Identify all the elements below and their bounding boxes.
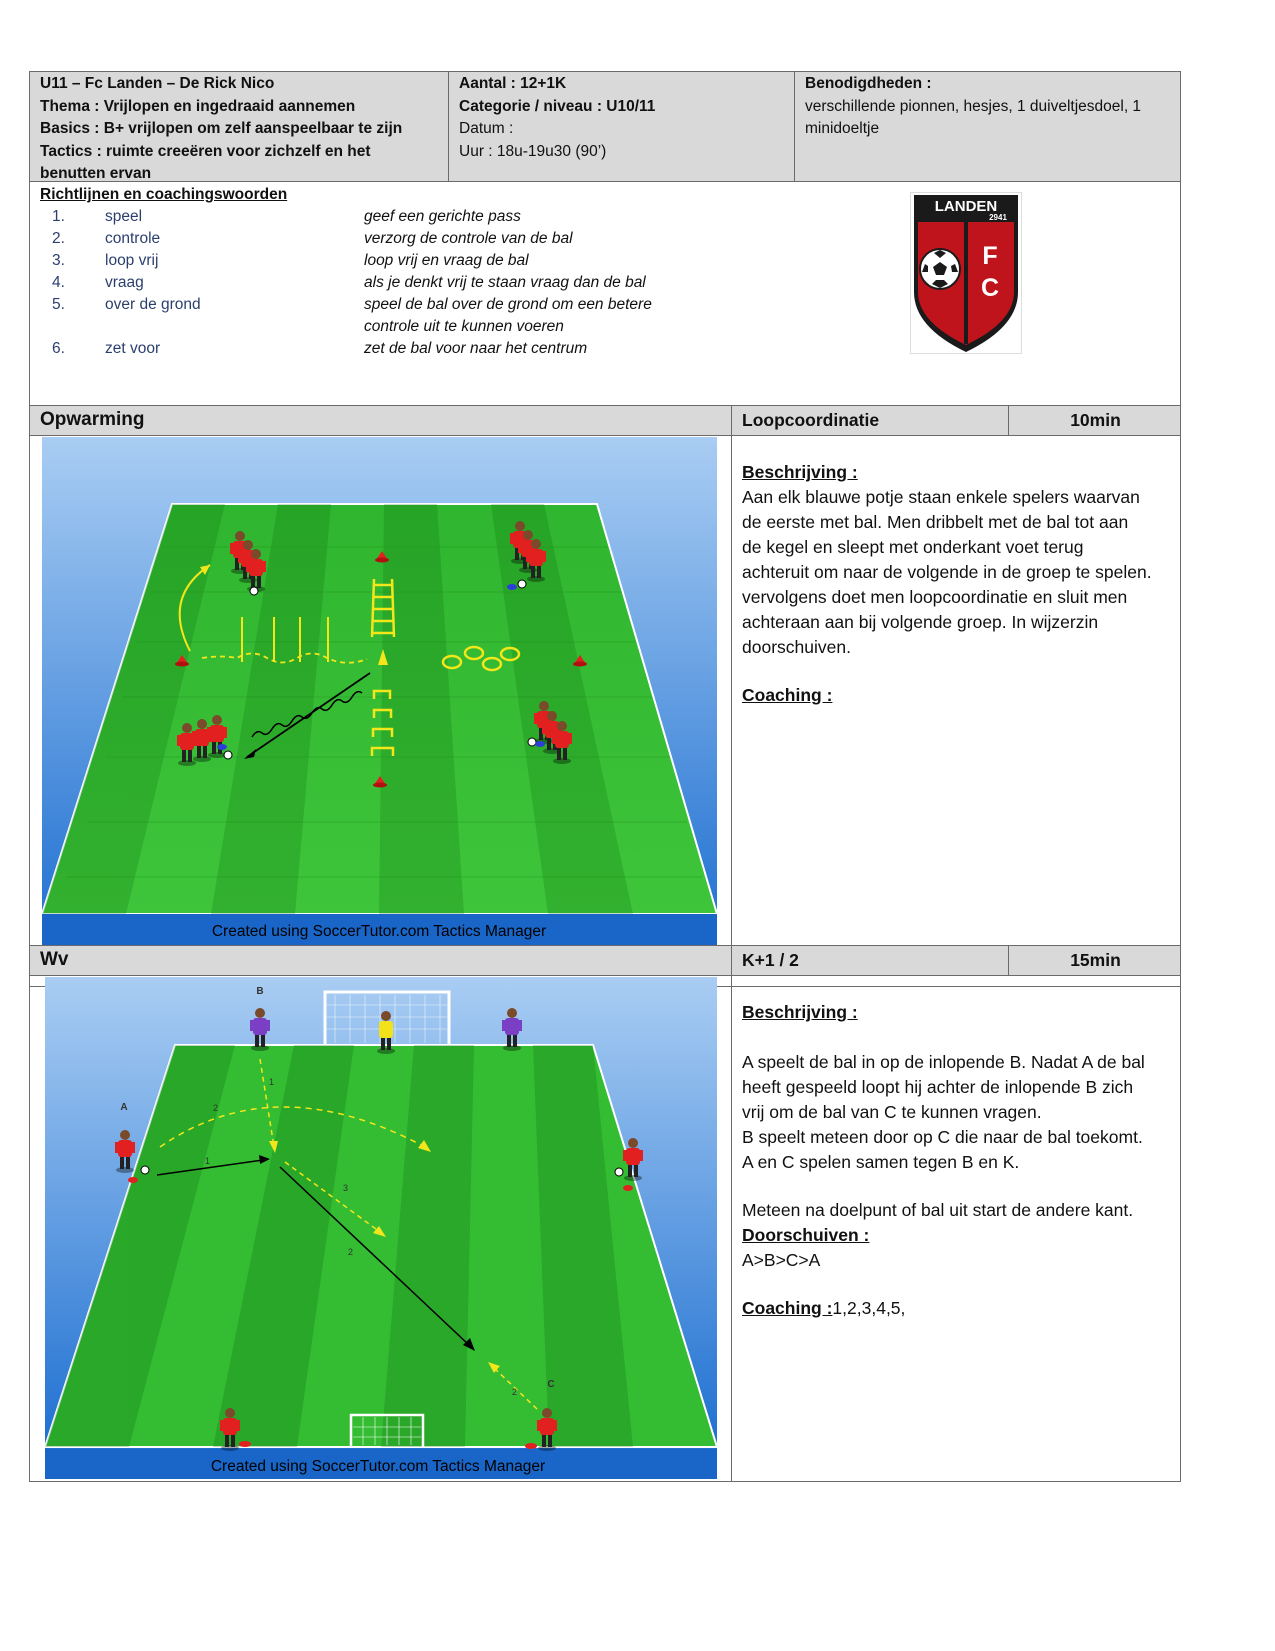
section2-desc-extra: Meteen na doelpunt of bal uit start de andere kant. <box>742 1200 1134 1220</box>
marker-icon <box>217 744 227 750</box>
session-tactics: Tactics : ruimte creeëren voor zichzelf en het <box>40 142 371 160</box>
logo-name: LANDEN <box>934 198 998 215</box>
section1-desc-line: doorschuiven. <box>742 637 851 657</box>
step-2-c-label: 2 <box>512 1387 518 1397</box>
section2-duration-cell <box>1008 945 1181 976</box>
section2-rotate-value: A>B>C>A <box>742 1250 821 1270</box>
step-1-label: 1 <box>205 1156 211 1166</box>
section1-coaching-title: Coaching : <box>742 685 833 705</box>
marker-icon <box>525 1443 537 1449</box>
guideline-row <box>30 228 730 250</box>
guideline-row <box>30 338 730 360</box>
guideline-row <box>30 206 730 228</box>
header-cell-session <box>29 71 449 182</box>
ball-icon <box>250 587 258 595</box>
section2-desc-line: vrij om de bal van C te kunnen vragen. <box>742 1102 1042 1122</box>
section1-subtitle: Loopcoordinatie <box>742 410 880 430</box>
guideline-word: over de grond <box>105 296 201 313</box>
guideline-row <box>30 272 730 294</box>
marker-icon <box>128 1177 138 1183</box>
section1-subtitle-cell <box>731 405 1009 436</box>
section2-subtitle: K+1 / 2 <box>742 950 799 970</box>
session-title: U11 – Fc Landen – De Rick Nico <box>40 75 275 92</box>
section2-rotate-title: Doorschuiven : <box>742 1225 870 1245</box>
guideline-num: 5. <box>52 296 65 313</box>
label-b: B <box>256 986 264 997</box>
section1-title-cell <box>29 405 732 436</box>
section2-title: Wv <box>40 949 69 970</box>
guideline-word: zet voor <box>105 340 161 357</box>
section2-subtitle-cell <box>731 945 1009 976</box>
marker-icon <box>535 741 545 747</box>
section1-duration-cell <box>1008 405 1181 436</box>
game-diagram <box>45 977 717 1479</box>
section1-desc-line: achteraan aan bij volgende groep. In wijzerzin <box>742 612 1099 632</box>
section1-desc-line: de kegel en sleept met onderkant voet terug <box>742 537 1084 557</box>
section2-duration: 15min <box>1070 950 1121 970</box>
guideline-row <box>30 294 730 316</box>
section2-desc-line: A speelt de bal in op de inlopende B. Nadat A de bal <box>742 1052 1145 1072</box>
guideline-desc: geef een gerichte pass <box>364 208 521 225</box>
ball-icon <box>224 751 232 759</box>
ball-icon <box>528 738 536 746</box>
session-theme: Thema : Vrijlopen en ingedraaid aannemen <box>40 97 356 115</box>
section1-desc-line: de eerste met bal. Men dribbelt met de bal tot aan <box>742 512 1129 532</box>
step-1-run-label: 1 <box>269 1077 275 1087</box>
guidelines-cell <box>29 181 1181 406</box>
diagram1-credit: Created using SoccerTutor.com Tactics Manager <box>211 923 547 940</box>
logo-year: 2941 <box>989 213 1007 222</box>
materials-title: Benodigdheden : <box>805 75 932 92</box>
guideline-desc: loop vrij en vraag de bal <box>364 252 529 269</box>
ball-icon <box>141 1166 149 1174</box>
category-level: Categorie / niveau : U10/11 <box>459 97 656 115</box>
diagram2-credit: Created using SoccerTutor.com Tactics Manager <box>210 1458 546 1475</box>
label-a: A <box>120 1102 128 1113</box>
section1-desc-line: Aan elk blauwe potje staan enkele spelers waarvan <box>742 487 1140 507</box>
marker-icon <box>239 1441 251 1447</box>
guideline-word: vraag <box>105 274 144 291</box>
club-logo <box>910 192 1022 354</box>
guidelines-title: Richtlijnen en coachingswoorden <box>40 186 288 203</box>
section2-desc-title: Beschrijving : <box>742 1002 858 1022</box>
section1-desc-line: vervolgens doet men loopcoordinatie en sluit men <box>742 587 1128 607</box>
materials-line-1: verschillende pionnen, hesjes, 1 duiveltjesdoel, 1 <box>805 97 1142 115</box>
guideline-row-cont <box>30 316 730 338</box>
ball-icon <box>518 580 526 588</box>
guideline-row <box>30 250 730 272</box>
step-3-label: 3 <box>343 1183 349 1193</box>
section2-coaching-value: 1,2,3,4,5, <box>832 1298 906 1318</box>
section2-desc-line: A en C spelen samen tegen B en K. <box>742 1152 1020 1172</box>
section1-desc-title: Beschrijving : <box>742 462 858 482</box>
guideline-word: controle <box>105 230 161 247</box>
guideline-desc: zet de bal voor naar het centrum <box>364 340 588 357</box>
marker-icon <box>507 584 517 590</box>
warmup-diagram <box>42 437 752 982</box>
label-c: C <box>547 1379 555 1390</box>
player-count: Aantal : 12+1K <box>459 75 567 92</box>
logo-letter-c: C <box>980 274 1000 302</box>
materials-line-2: minidoeltje <box>805 120 880 137</box>
header-cell-count <box>448 71 795 182</box>
guideline-word: loop vrij <box>105 252 159 269</box>
section2-text-cell <box>731 975 1181 1482</box>
guideline-num: 4. <box>52 274 65 291</box>
section1-duration: 10min <box>1070 410 1121 430</box>
section1-desc-line: achteruit om naar de volgende in de groep te spelen. <box>742 562 1152 582</box>
guideline-num: 6. <box>52 340 65 357</box>
step-2-label: 2 <box>348 1247 354 1257</box>
marker-icon <box>623 1185 633 1191</box>
ball-icon <box>615 1168 623 1176</box>
time-field: Uur : 18u-19u30 (90’) <box>459 142 607 160</box>
section2-coaching-title: Coaching : <box>742 1298 833 1318</box>
section1-text-cell <box>731 435 1181 987</box>
step-2-run-label: 2 <box>213 1103 219 1113</box>
guideline-word: speel <box>105 208 143 225</box>
guideline-desc: speel de bal over de grond om een betere <box>364 296 652 313</box>
guideline-desc: verzorg de controle van de bal <box>364 230 573 247</box>
logo-letter-f: F <box>982 242 998 270</box>
session-basics: Basics : B+ vrijlopen om zelf aanspeelbaar te zijn <box>40 120 403 137</box>
session-tactics-cont: benutten ervan <box>40 165 152 182</box>
football-icon <box>920 249 960 289</box>
guideline-desc: als je denkt vrij te staan vraag dan de bal <box>364 274 646 291</box>
section2-title-cell <box>29 945 732 976</box>
date-field: Datum : <box>459 120 514 137</box>
section2-coaching <box>742 1296 1177 1321</box>
guideline-num: 3. <box>52 252 65 269</box>
section1-title: Opwarming <box>40 409 145 430</box>
section2-desc-line: B speelt meteen door op C die naar de bal toekomt. <box>742 1127 1143 1147</box>
header-cell-materials <box>794 71 1181 182</box>
section2-desc-line: heeft gespeeld loopt hij achter de inlopende B zich <box>742 1077 1134 1097</box>
guideline-num: 2. <box>52 230 65 247</box>
guideline-desc: controle uit te kunnen voeren <box>364 318 564 335</box>
guideline-num: 1. <box>52 208 65 225</box>
